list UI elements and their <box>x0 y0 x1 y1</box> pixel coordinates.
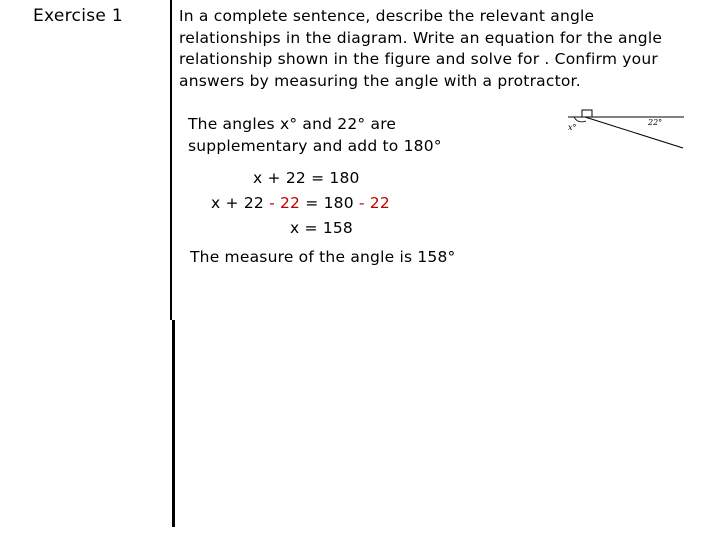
conclusion-text: The measure of the angle is 158° <box>190 248 456 266</box>
equation-2-right: = 180 <box>300 194 359 212</box>
answer-statement-line-2: supplementary and add to 180° <box>188 137 442 155</box>
equation-1: x + 22 = 180 <box>253 169 360 187</box>
equation-2-subtract-left: - 22 <box>269 194 301 212</box>
answer-statement <box>188 113 488 157</box>
instructions-text <box>179 6 709 92</box>
angle-diagram <box>560 104 690 154</box>
instructions-line-4: answers by measuring the angle with a protractor. <box>179 71 581 90</box>
angle-x-arc <box>574 117 586 122</box>
angle-x-label: x° <box>568 123 577 132</box>
equation-2 <box>211 192 390 214</box>
instructions-line-3: relationship shown in the figure and solve for . Confirm your <box>179 50 658 68</box>
exercise-label: Exercise 1 <box>33 6 123 26</box>
angle-22-label: 22° <box>648 118 663 127</box>
diagram-ray-slanted <box>585 117 683 148</box>
answer-statement-line-1: The angles x° and 22° are <box>188 115 397 133</box>
right-angle-marker <box>582 110 592 117</box>
equation-2-subtract-right: - 22 <box>358 194 390 212</box>
instructions-line-1: In a complete sentence, describe the relevant angle <box>179 7 595 25</box>
instructions-line-2: relationships in the diagram. Write an equation for the angle <box>179 28 663 47</box>
column-divider-top <box>170 0 172 320</box>
column-divider-bottom <box>172 320 175 527</box>
equation-2-left: x + 22 <box>211 194 270 212</box>
equation-3: x = 158 <box>290 219 353 237</box>
